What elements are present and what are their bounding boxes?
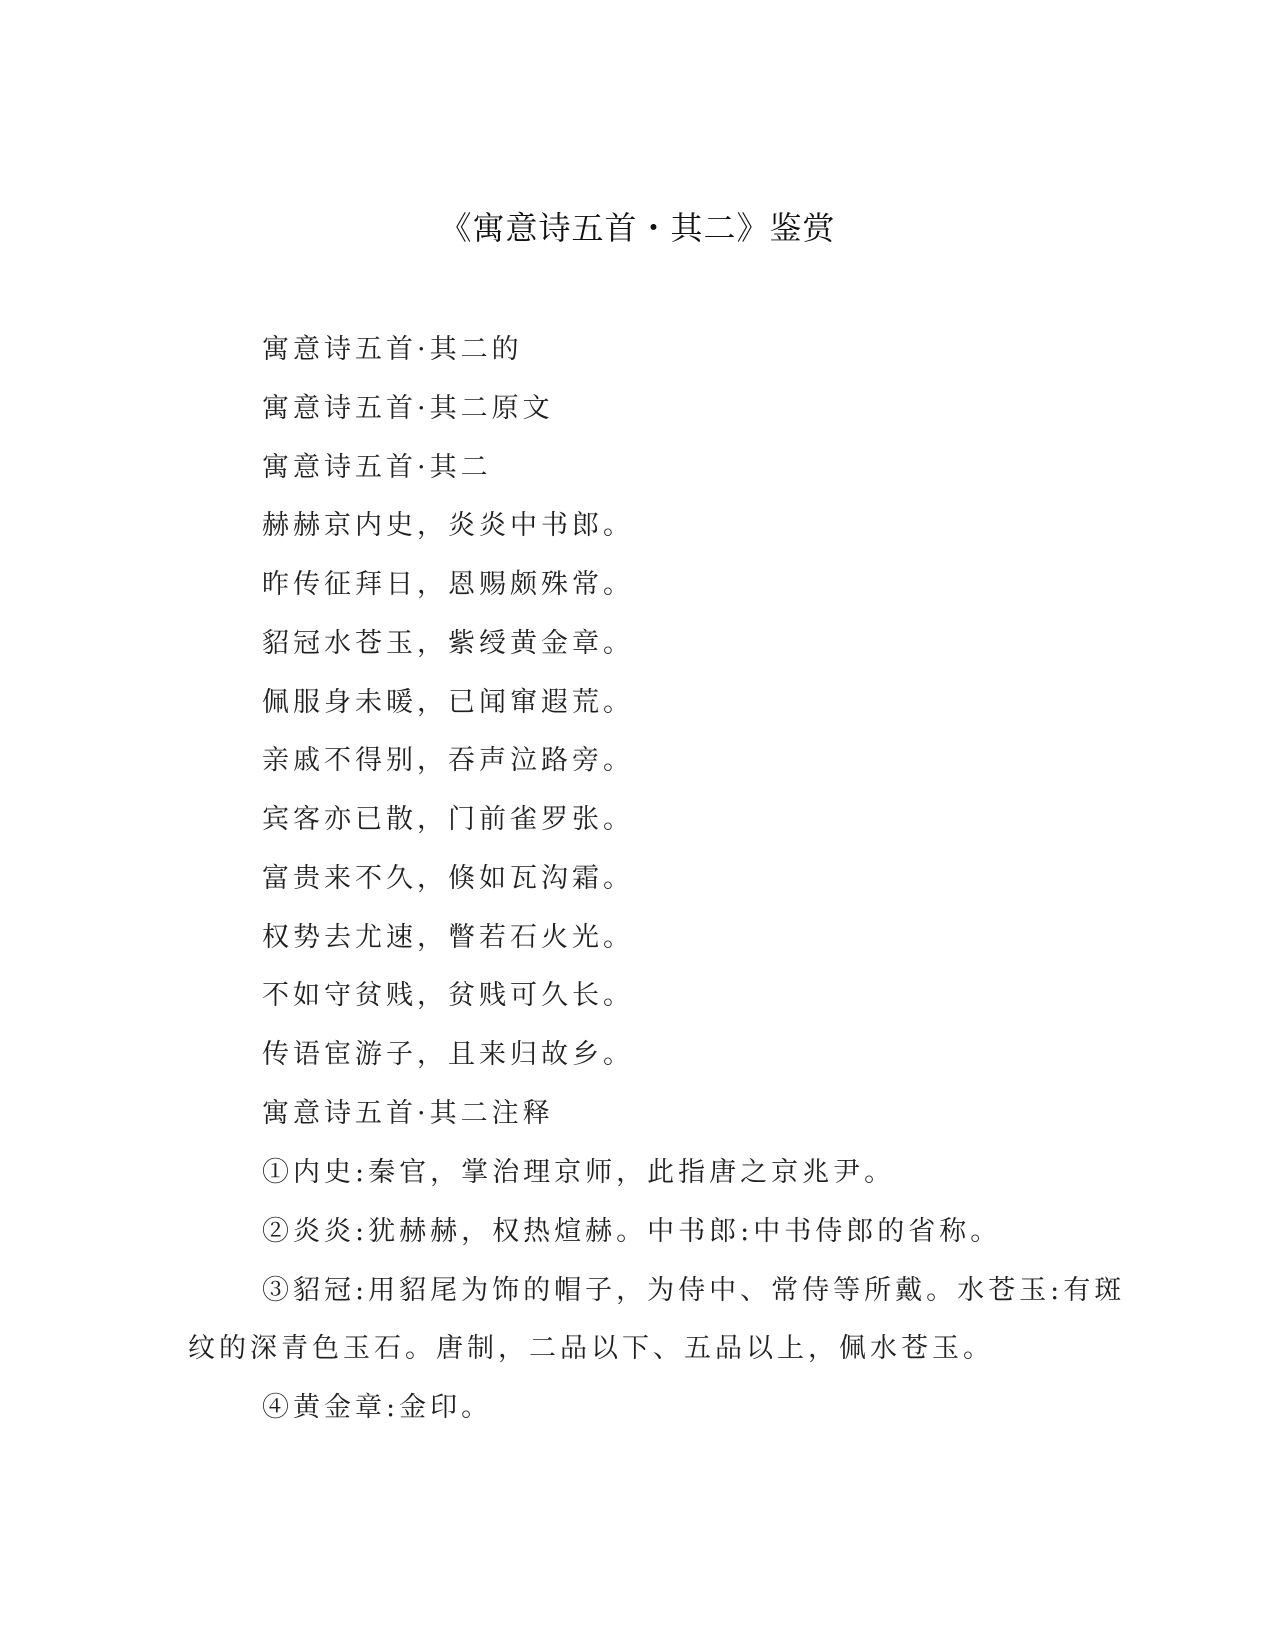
document-title: 《寓意诗五首・其二》鉴赏 <box>439 209 836 247</box>
annotation-1: ①内史:秦官，掌治理京师，此指唐之京兆尹。 <box>262 1157 896 1188</box>
poem-line: 传语宦游子，且来归故乡。 <box>262 1039 634 1070</box>
poem-line: 亲戚不得别，吞声泣路旁。 <box>262 745 634 776</box>
annotation-3: ③貂冠:用貂尾为饰的帽子，为侍中、常侍等所戴。水苍玉:有斑 <box>262 1275 1126 1306</box>
annotation-2: ②炎炎:犹赫赫，权热煊赫。中书郎:中书侍郎的省称。 <box>262 1216 1002 1247</box>
section-heading-original: 寓意诗五首·其二原文 <box>262 393 554 424</box>
text-line-heading: 寓意诗五首·其二的 <box>262 334 523 365</box>
poem-line: 不如守贫贱，贫贱可久长。 <box>262 980 634 1011</box>
poem-line: 权势去尤速，瞥若石火光。 <box>262 922 634 953</box>
annotation-4: ④黄金章:金印。 <box>262 1392 493 1423</box>
poem-title: 寓意诗五首·其二 <box>262 452 492 483</box>
poem-line: 昨传征拜日，恩赐颇殊常。 <box>262 569 634 600</box>
poem-line: 佩服身未暖，已闻窜遐荒。 <box>262 687 634 718</box>
poem-line: 宾客亦已散，门前雀罗张。 <box>262 804 634 835</box>
poem-line: 貂冠水苍玉，紫绶黄金章。 <box>262 628 634 659</box>
annotation-3-continued: 纹的深青色玉石。唐制，二品以下、五品以上，佩水苍玉。 <box>188 1333 994 1364</box>
section-heading-notes: 寓意诗五首·其二注释 <box>262 1098 554 1129</box>
poem-line: 赫赫京内史，炎炎中书郎。 <box>262 510 634 541</box>
poem-line: 富贵来不久，倏如瓦沟霜。 <box>262 863 634 894</box>
